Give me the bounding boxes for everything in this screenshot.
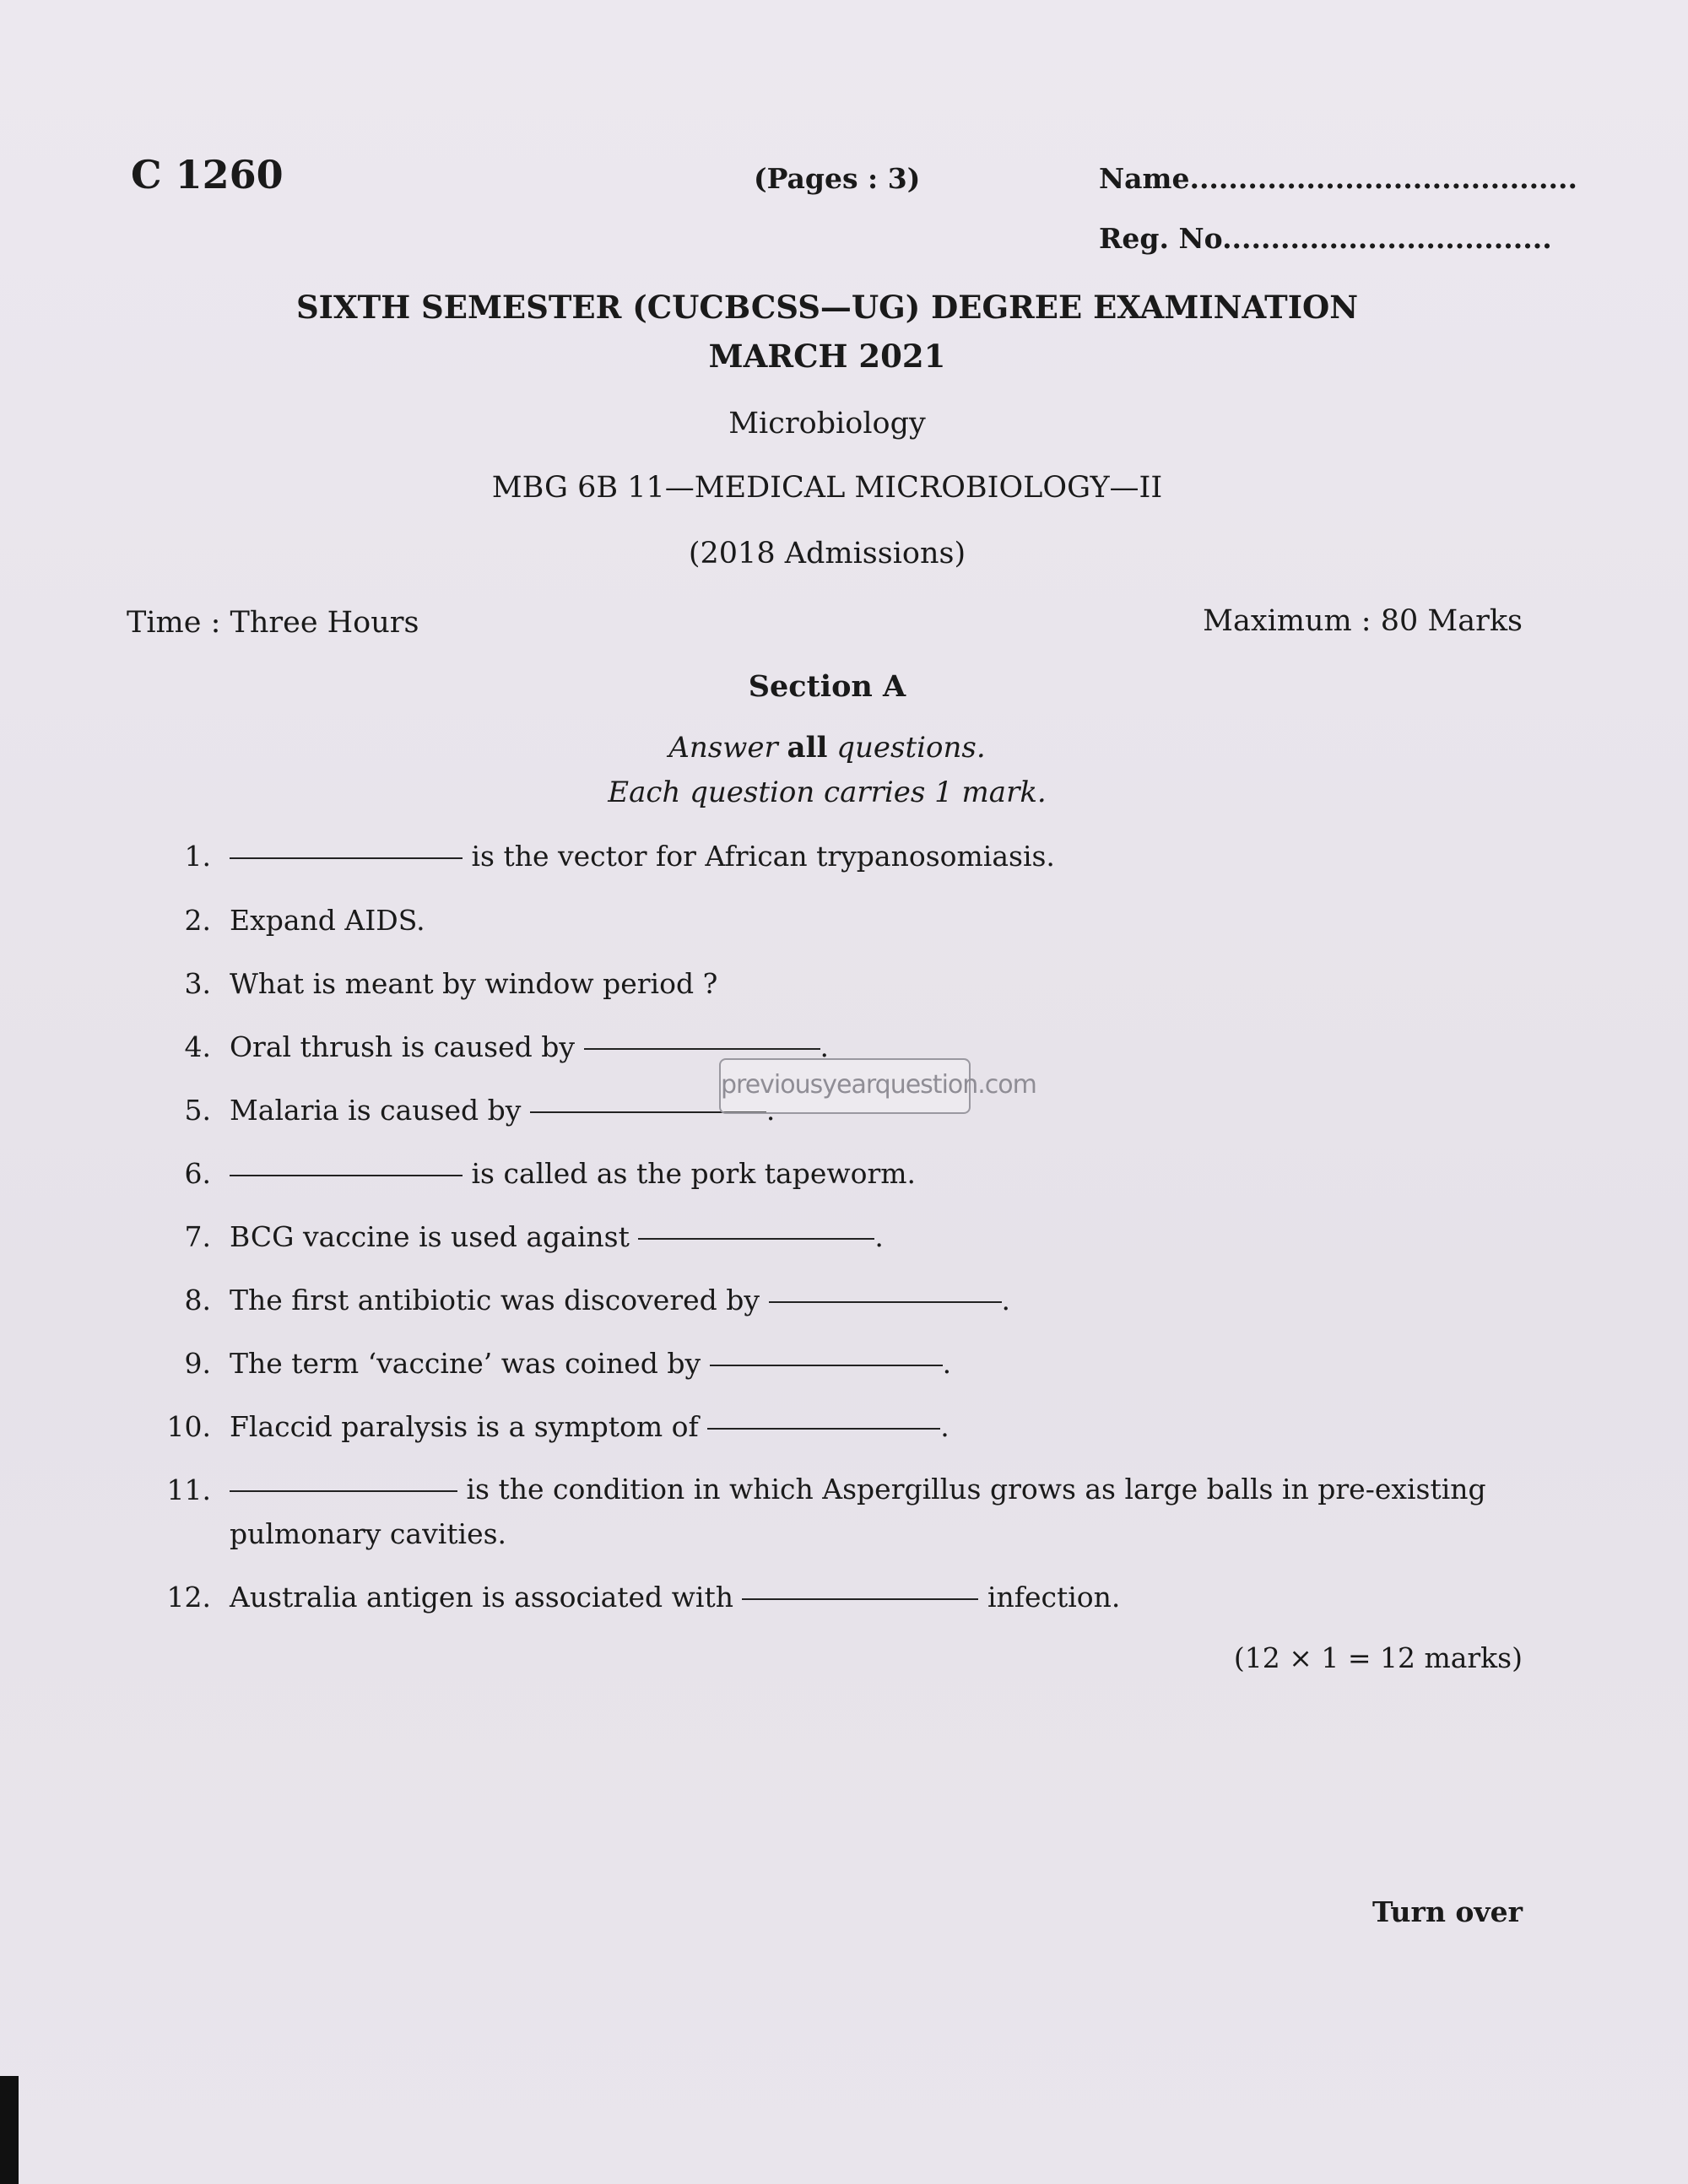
question-number: 10. <box>166 1410 211 1443</box>
answer-blank <box>230 1175 463 1176</box>
instruction-answer-all <box>0 731 1654 765</box>
question-number: 9. <box>184 1347 211 1380</box>
question-text <box>230 1284 1010 1316</box>
question-text <box>230 840 1055 873</box>
admissions: (2018 Admissions) <box>688 537 966 570</box>
watermark-logo: previousyearquestion.com <box>719 1058 971 1114</box>
question-after: is called as the pork tapeworm. <box>463 1157 917 1190</box>
question-after: . <box>820 1030 829 1063</box>
question-number: 12. <box>166 1581 211 1614</box>
paper-title: MBG 6B 11—MEDICAL MICROBIOLOGY—II <box>491 471 1163 505</box>
answer-blank <box>707 1428 940 1430</box>
question-before: Oral thrush is caused by <box>230 1030 584 1063</box>
page-count: (Pages : 3) <box>754 162 921 195</box>
question-text: Expand AIDS. <box>230 904 425 937</box>
question-after: . <box>942 1347 952 1380</box>
exam-title: SIXTH SEMESTER (CUCBCSS—UG) DEGREE EXAMINATION <box>295 289 1359 326</box>
question-after: is the condition in which Aspergillus grows as large balls in pre-existing pulmonary cavities. <box>230 1473 1486 1550</box>
question-before: Malaria is caused by <box>230 1094 530 1127</box>
instruction-marks: Each question carries 1 mark. <box>608 776 1047 809</box>
instruction-emphasis: all <box>787 731 828 765</box>
section-title: Section A <box>748 669 906 704</box>
question-text <box>230 1581 1120 1614</box>
question-before: BCG vaccine is used against <box>230 1220 639 1253</box>
question-after: . <box>766 1094 776 1127</box>
question-after: infection. <box>978 1581 1121 1614</box>
answer-blank <box>230 1490 457 1492</box>
question-after: . <box>940 1410 950 1443</box>
paper-code: C 1260 <box>131 152 284 197</box>
subject-name: Microbiology <box>728 407 926 441</box>
question-text <box>230 1410 950 1443</box>
answer-blank <box>584 1048 820 1050</box>
reg-no-field: Reg. No.................................. <box>1099 222 1552 255</box>
question-text <box>230 1094 775 1127</box>
question-after: . <box>1001 1284 1010 1316</box>
question-number: 8. <box>184 1284 211 1316</box>
exam-duration: Time : Three Hours <box>127 606 419 640</box>
instruction-part: Answer <box>668 731 787 765</box>
question-text <box>230 1220 884 1253</box>
max-marks: Maximum : 80 Marks <box>1203 604 1523 638</box>
question-before: Flaccid paralysis is a symptom of <box>230 1410 708 1443</box>
answer-blank <box>710 1365 943 1366</box>
section-marks: (12 × 1 = 12 marks) <box>1233 1641 1523 1674</box>
question-number: 3. <box>184 967 211 1000</box>
question-number: 4. <box>184 1030 211 1063</box>
answer-blank <box>769 1301 1002 1303</box>
question-number: 5. <box>184 1094 211 1127</box>
question-text <box>230 1347 951 1380</box>
exam-month: MARCH 2021 <box>708 338 946 375</box>
question-after: is the vector for African trypanosomiasis. <box>463 840 1055 873</box>
question-before: Australia antigen is associated with <box>230 1581 743 1614</box>
instruction-part: questions. <box>827 731 986 765</box>
question-before: The term ‘vaccine’ was coined by <box>230 1347 710 1380</box>
turn-over: Turn over <box>1372 1895 1523 1928</box>
question-before: The first antibiotic was discovered by <box>230 1284 769 1316</box>
question-number: 11. <box>166 1473 211 1506</box>
question-text: What is meant by window period ? <box>230 967 718 1000</box>
answer-blank <box>742 1598 978 1600</box>
question-number: 1. <box>184 840 211 873</box>
answer-blank <box>230 857 463 859</box>
question-number: 7. <box>184 1220 211 1253</box>
question-number: 6. <box>184 1157 211 1190</box>
answer-blank <box>638 1238 874 1240</box>
question-text <box>230 1467 1521 1556</box>
question-number: 2. <box>184 904 211 937</box>
question-after: . <box>874 1220 884 1253</box>
name-field: Name........................................ <box>1099 162 1578 195</box>
question-text <box>230 1157 916 1190</box>
scan-edge <box>0 2076 19 2184</box>
